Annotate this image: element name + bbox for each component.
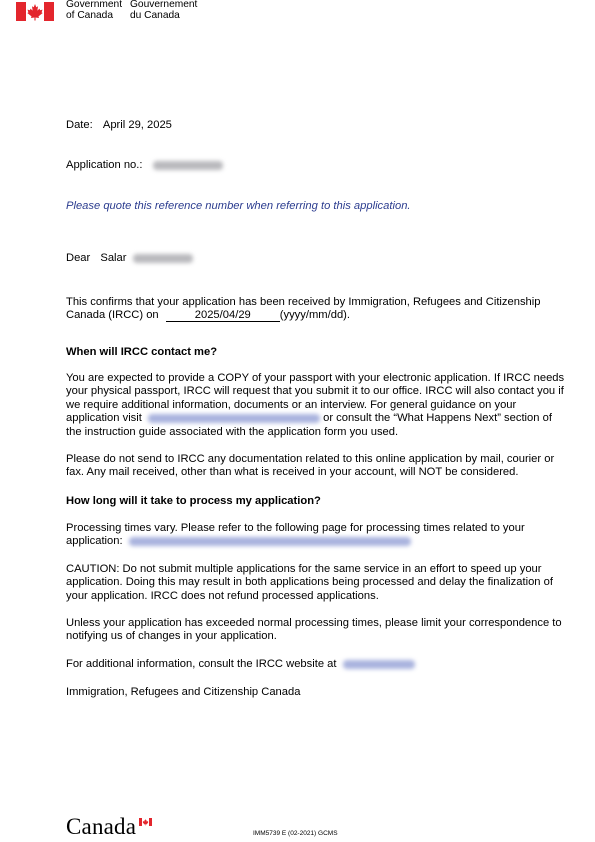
canada-wordmark-flag-icon xyxy=(139,818,152,826)
reference-quote-note: Please quote this reference number when referring to this application. xyxy=(66,200,411,212)
government-of-canada-wordmark xyxy=(66,0,122,21)
date-label: Date: xyxy=(66,119,93,131)
redacted-recipient-surname xyxy=(133,254,193,263)
processing-text: Processing times vary. Please refer to the following page for processing times related to your application: xyxy=(66,522,525,548)
correspondence-paragraph: Unless your application has exceeded normal processing times, please limit your correspondence to notifying us of changes in your application. xyxy=(66,617,562,643)
salutation-row xyxy=(66,252,193,265)
contact-paragraph xyxy=(66,372,566,439)
heading-contact: When will IRCC contact me? xyxy=(66,346,218,358)
application-number-label: Application no.: xyxy=(66,159,143,171)
contact-text-2: or consult the “What Happens Next” section of the instruction guide associated with the application form you used. xyxy=(66,412,552,438)
canada-flag-icon xyxy=(16,2,54,21)
redacted-processing-times-link[interactable] xyxy=(129,537,411,546)
heading-processing: How long will it take to process my application? xyxy=(66,495,321,507)
processing-paragraph xyxy=(66,522,566,549)
received-date: 2025/04/29 xyxy=(166,309,280,322)
confirmation-paragraph xyxy=(66,296,566,323)
confirmation-text: This confirms that your application has been received by Immigration, Refugees and Citizenship Canada (IRCC) on xyxy=(66,296,541,322)
additional-info-paragraph xyxy=(66,658,566,671)
date-value: April 29, 2025 xyxy=(102,119,172,131)
government-of-canada-header xyxy=(16,0,316,26)
gov-fr-line1: Gouvernement xyxy=(130,0,198,10)
gov-en-line1: Government xyxy=(66,0,123,10)
additional-info-text: For additional information, consult the IRCC website at xyxy=(66,658,337,670)
canada-wordmark: Canada xyxy=(66,814,137,839)
date-row xyxy=(66,119,172,132)
redacted-ircc-website-link[interactable] xyxy=(343,660,415,669)
gov-fr-line2: du Canada xyxy=(130,10,180,21)
form-code: IMM5739 E (02-2021) GCMS xyxy=(253,830,338,837)
redacted-application-number xyxy=(153,161,223,170)
caution-paragraph: CAUTION: Do not submit multiple applications for the same service in an effort to speed up your application. Doing this may result in both applications being processed and delay the finalization of your application. IRCC does not refund processed applications. xyxy=(66,563,553,602)
mail-paragraph: Please do not send to IRCC any documentation related to this online application by mail, courier or fax. Any mail received, other than what is received in your account, will NOT be considered. xyxy=(66,453,555,479)
date-format-hint: (yyyy/mm/dd). xyxy=(279,309,350,322)
gov-en-line2: of Canada xyxy=(66,10,114,21)
recipient-first-name: Salar xyxy=(100,252,127,264)
gouvernement-du-canada-wordmark xyxy=(130,0,197,21)
signature: Immigration, Refugees and Citizenship Canada xyxy=(66,686,301,698)
dear-label: Dear xyxy=(66,252,91,264)
application-number-row xyxy=(66,159,223,172)
redacted-guidance-link[interactable] xyxy=(148,414,320,423)
contact-text-1: You are expected to provide a COPY of your passport with your electronic application. If IRCC needs your physical passport, IRCC will request that you submit it to our office. IRCC will also contact you if we require additional information, documents or an interview. For general guidance on your application visit xyxy=(66,372,565,425)
